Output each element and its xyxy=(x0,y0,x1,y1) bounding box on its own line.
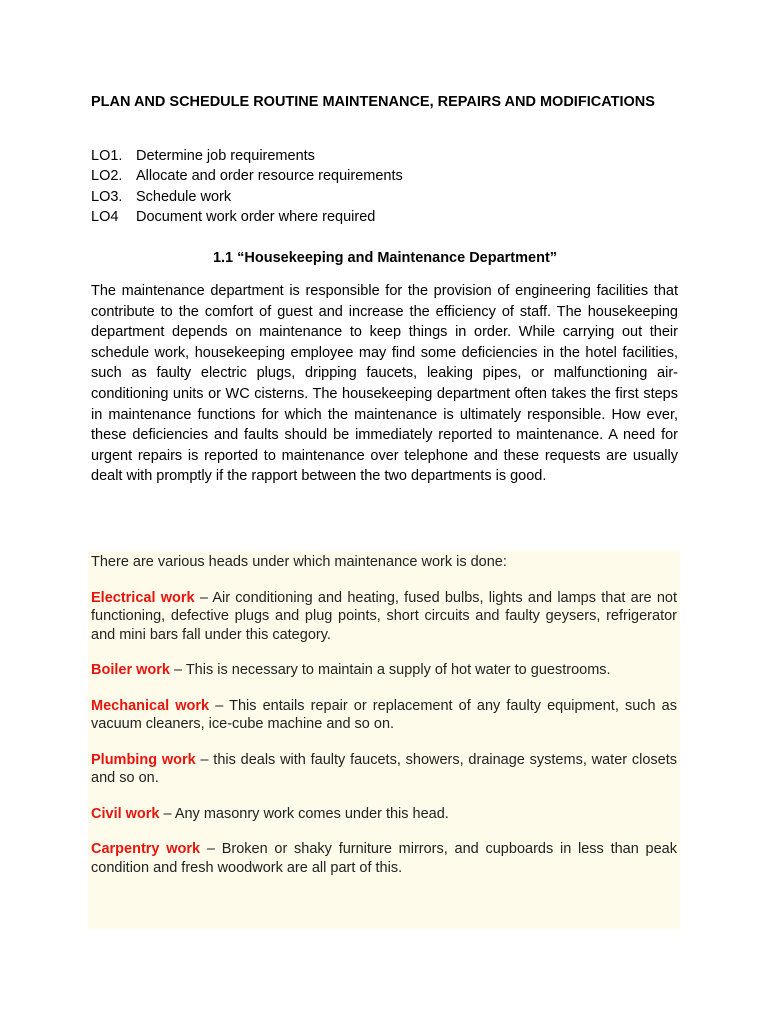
section-heading: 1.1 “Housekeeping and Maintenance Department” xyxy=(212,250,558,266)
learning-outcome-text: Determine job requirements xyxy=(136,148,315,164)
maintenance-head-description: – this deals with faulty faucets, showers, drainage systems, water closets and so on. xyxy=(91,751,677,786)
maintenance-head-term: Electrical work xyxy=(91,589,195,606)
maintenance-head-item xyxy=(91,589,677,645)
maintenance-head-term: Boiler work xyxy=(91,662,170,678)
learning-outcome-code: LO4 xyxy=(91,208,119,225)
maintenance-head-description: – Air conditioning and heating, fused bulbs, lights and lamps that are not functioning, defective plugs and plug points, short circuits and faulty geysers, refrigerator and mini bars fall under this category. xyxy=(91,589,678,643)
learning-outcome-item xyxy=(91,146,403,166)
maintenance-head-description: – This entails repair or replacement of any faulty equipment, such as vacuum cleaners, ice-cube machine and so on. xyxy=(91,697,677,732)
maintenance-head-item xyxy=(91,840,677,877)
learning-outcomes-list xyxy=(91,146,403,227)
maintenance-head-item xyxy=(91,661,677,680)
maintenance-heads-lead: There are various heads under which maintenance work is done: xyxy=(91,554,507,570)
maintenance-heads-content xyxy=(91,553,677,894)
maintenance-head-term: Carpentry work xyxy=(91,841,201,857)
learning-outcome-text: Schedule work xyxy=(136,188,232,205)
maintenance-head-description: – Broken or shaky furniture mirrors, and cupboards in less than peak condition and fresh woodwork are all part of this. xyxy=(91,841,677,876)
learning-outcome-item xyxy=(91,187,403,207)
learning-outcome-item xyxy=(91,166,403,186)
maintenance-head-description: – Any masonry work comes under this head. xyxy=(159,805,449,822)
maintenance-heads-box xyxy=(88,551,680,929)
maintenance-head-item xyxy=(91,697,677,734)
document-title: PLAN AND SCHEDULE ROUTINE MAINTENANCE, REPAIRS AND MODIFICATIONS xyxy=(91,94,655,110)
learning-outcome-code: LO1. xyxy=(91,148,123,164)
intro-paragraph: The maintenance department is responsible for the provision of engineering facilities that contribute to the comfort of guest and increase the efficiency of staff. The housekeeping department depends on maintenance to keep things in order. While carrying out their schedule work, housekeeping employee may find some deficiencies in the hotel facilities, such as faulty electric plugs, dripping faucets, leaking pipes, or malfunctioning air-conditioning units or WC cisterns. The housekeeping department often takes the first steps in maintenance functions for which the maintenance is ultimately responsible. How ever, these deficiencies and faults should be immediately reported to maintenance. A need for urgent repairs is reported to maintenance over telephone and these requests are usually dealt with promptly if the rapport between the two departments is good. xyxy=(91,283,678,485)
learning-outcome-code: LO2. xyxy=(91,168,123,185)
learning-outcome-item xyxy=(91,207,403,227)
maintenance-head-description: – This is necessary to maintain a supply of hot water to guestrooms. xyxy=(169,662,611,678)
maintenance-head-term: Civil work xyxy=(91,805,160,822)
learning-outcome-text: Document work order where required xyxy=(136,208,376,225)
maintenance-head-item xyxy=(91,751,677,788)
learning-outcome-code: LO3. xyxy=(91,188,123,205)
learning-outcome-text: Allocate and order resource requirements xyxy=(136,168,403,185)
maintenance-head-term: Plumbing work xyxy=(91,751,196,768)
maintenance-head-item xyxy=(91,805,677,824)
maintenance-head-term: Mechanical work xyxy=(91,697,210,714)
